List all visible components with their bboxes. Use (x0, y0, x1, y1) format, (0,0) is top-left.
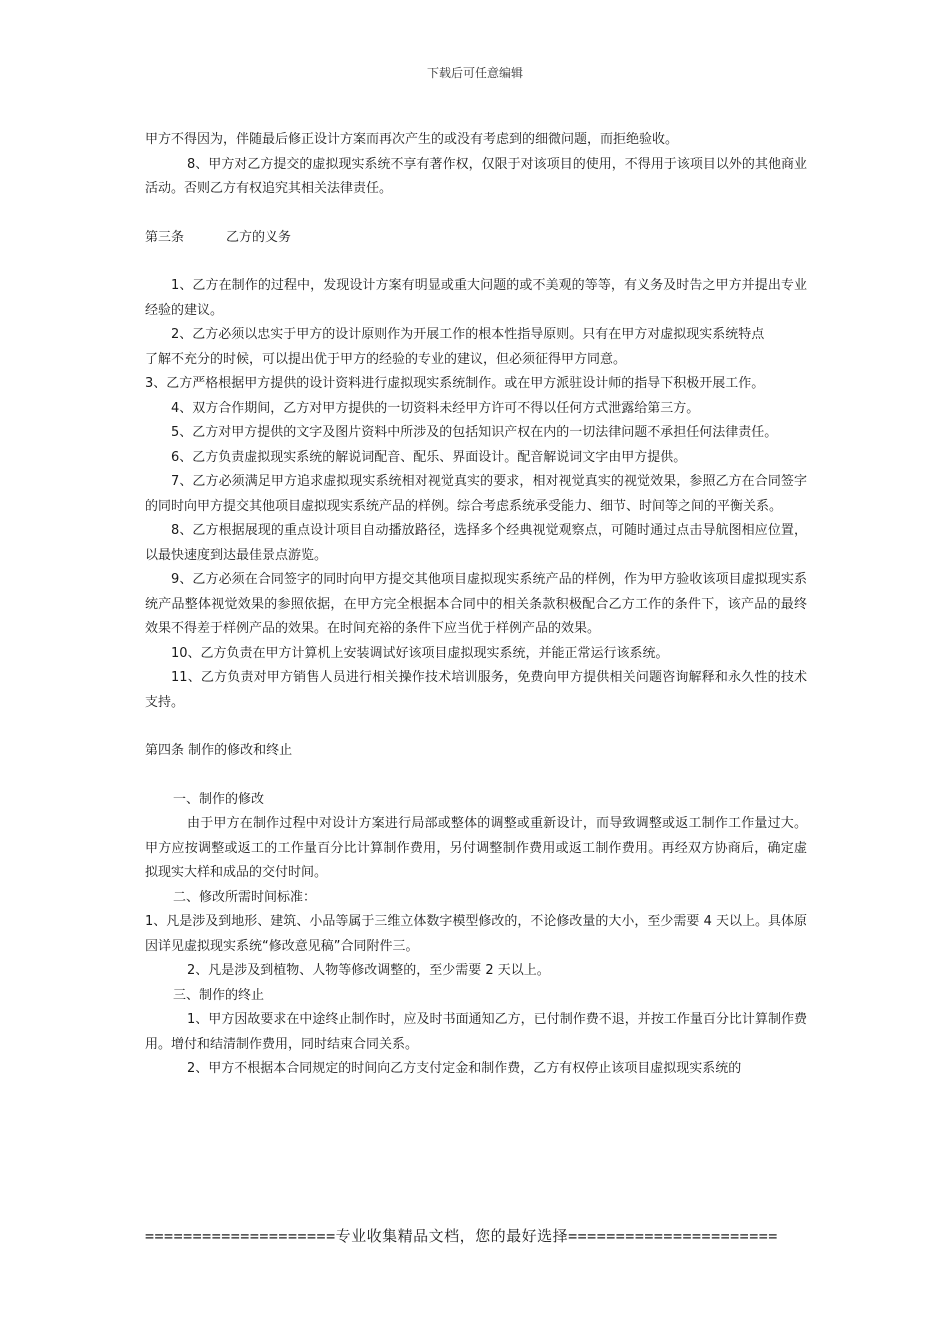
clause: 10、乙方负责在甲方计算机上安装调试好该项目虚拟现实系统，并能正常运行该系统。 (171, 645, 669, 661)
page-footer: ====================专业收集精品文档，您的最好选择====================== (145, 1227, 778, 1245)
clause-continued: 了解不充分的时候，可以提出优于甲方的经验的专业的建议，但必须征得甲方同意。 (145, 351, 627, 367)
subsection-heading: 一、制作的修改 (173, 791, 265, 807)
subsection-heading: 二、修改所需时间标准： (173, 889, 317, 905)
clause: 3、乙方严格根据甲方提供的设计资料进行虚拟现实系统制作。或在甲方派驻设计师的指导下积极开展工作。 (145, 376, 765, 391)
clause: 2、凡是涉及到植物、人物等修改调整的，至少需要 2 天以上。 (187, 963, 550, 978)
document-body (145, 128, 807, 1082)
section-heading-4: 第四条 制作的修改和终止 (145, 743, 293, 758)
section-heading-3 (145, 226, 807, 251)
page-header: 下载后可任意编辑 (426, 66, 523, 80)
section-title: 乙方的义务 (226, 229, 292, 245)
clause: 7、乙方必须满足甲方追求虚拟现实系统相对视觉真实的要求，相对视觉真实的视觉效果，参照乙方在合同签字的同时向甲方提交其他项目虚拟现实系统产品的样例。综合考虑系统承受能力、细节、时间等之间的平衡关系。 (145, 474, 807, 514)
section-number: 第三条 (145, 229, 185, 245)
paragraph: 甲方不得因为，伴随最后修正设计方案而再次产生的或没有考虑到的细微问题，而拒绝验收。 (145, 132, 679, 147)
clause: 2、乙方必须以忠实于甲方的设计原则作为开展工作的根本性指导原则。只有在甲方对虚拟现实系统特点 (171, 327, 765, 342)
paragraph: 8、甲方对乙方提交的虚拟现实系统不享有著作权，仅限于对该项目的使用，不得用于该项目以外的其他商业活动。否则乙方有权追究其相关法律责任。 (145, 156, 807, 196)
clause: 5、乙方对甲方提供的文字及图片资料中所涉及的包括知识产权在内的一切法律问题不承担任何法律责任。 (171, 425, 778, 440)
clause: 11、乙方负责对甲方销售人员进行相关操作技术培训服务，免费向甲方提供相关问题咨询解释和永久性的技术支持。 (145, 670, 807, 710)
subsection-heading: 三、制作的终止 (173, 987, 265, 1003)
clause: 4、双方合作期间，乙方对甲方提供的一切资料未经甲方许可不得以任何方式泄露给第三方。 (171, 400, 700, 416)
paragraph: 由于甲方在制作过程中对设计方案进行局部或整体的调整或重新设计，而导致调整或返工制作工作量过大。甲方应按调整或返工的工作量百分比计算制作费用，另付调整制作费用或返工制作费用。再经双方协商后，确定虚拟现实大样和成品的交付时间。 (145, 816, 807, 880)
clause: 6、乙方负责虚拟现实系统的解说词配音、配乐、界面设计。配音解说词文字由甲方提供。 (171, 449, 687, 465)
clause: 9、乙方必须在合同签字的同时向甲方提交其他项目虚拟现实系统产品的样例，作为甲方验收该项目虚拟现实系统产品整体视觉效果的参照依据，在甲方完全根据本合同中的相关条款积极配合乙方工作的条件下，该产品的最终效果不得差于样例产品的效果。在时间充裕的条件下应当优于样例产品的效果。 (145, 572, 807, 636)
clause: 1、乙方在制作的过程中，发现设计方案有明显或重大问题的或不美观的等等，有义务及时告之甲方并提出专业经验的建议。 (145, 278, 807, 318)
clause: 1、凡是涉及到地形、建筑、小品等属于三维立体数字模型修改的，不论修改量的大小，至少需要 4 天以上。具体原因详见虚拟现实系统“修改意见稿”合同附件三。 (145, 914, 807, 954)
clause: 8、乙方根据展现的重点设计项目自动播放路径，选择多个经典视觉观察点，可随时通过点击导航图相应位置，以最快速度到达最佳景点游览。 (145, 523, 807, 563)
clause: 2、甲方不根据本合同规定的时间向乙方支付定金和制作费，乙方有权停止该项目虚拟现实系统的 (187, 1061, 742, 1076)
clause: 1、甲方因故要求在中途终止制作时，应及时书面通知乙方，已付制作费不退，并按工作量百分比计算制作费用。增付和结清制作费用，同时结束合同关系。 (145, 1012, 807, 1052)
